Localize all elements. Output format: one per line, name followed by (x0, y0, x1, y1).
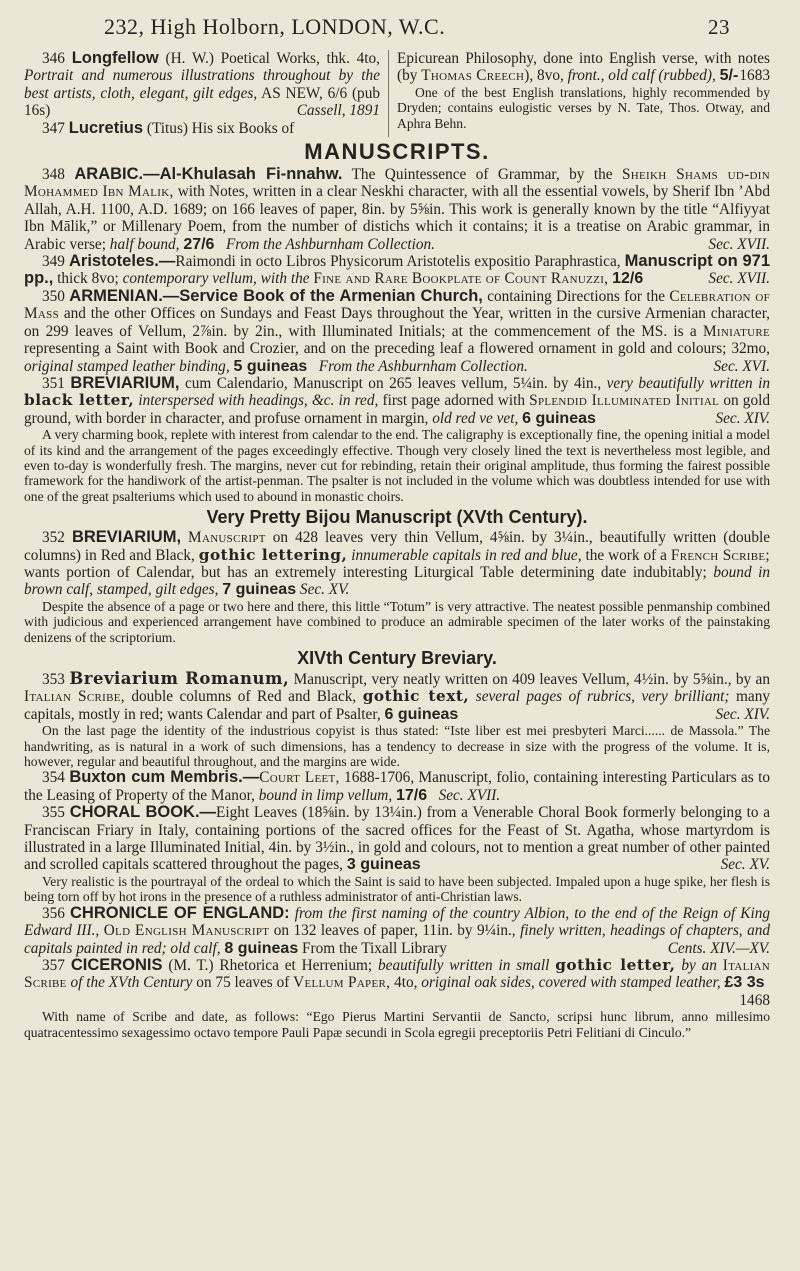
entry-heading: Aristoteles.— (69, 252, 176, 271)
entry-heading: Longfellow (71, 49, 159, 67)
entry-352: 352 BREVIARIUM, Manuscript on 428 leaves very thin Vellum, 4⅝in. by 3¼in., beautifully written (double columns) in Red and Black, gothic lettering, innumerable capitals in red and blue, the work of a French Scribe; wants portion of Calendar, but has an extremely interesting Liturgical Table determining date indubitably; bound in brown calf, stamped, gilt edges, 7 guineas Sec. XV. (24, 528, 771, 599)
page-header (24, 14, 770, 40)
entry-heading: CHRONICLE OF ENGLAND: (70, 903, 290, 922)
price: 6 guineas (522, 409, 596, 427)
entry-note: Despite the absence of a page or two here and there, this little “Totum” is very attractive. The neatest possible penmanship combined with judicious and experienced arrangement have combined to produce an admirable specimen of the later works of the painstaking denizens of the scriptorium. (24, 598, 770, 645)
entry-note: Very realistic is the pourtrayal of the ordeal to which the Saint is said to have been subjected. Impaled upon a huge spike, her flesh is being torn off by hot irons in the presence of a ruthless administrator of anti-Christian laws. (24, 873, 770, 905)
entry-heading: BREVIARIUM, (70, 373, 180, 392)
entry-note: A very charming book, replete with interest from calendar to the end. The caligraphy is exceptionally fine, the opening initial a model of its kind and the arrangement of the pages exceedingly effective. Though very closely lined the text is nevertheless most legible, and even to-day is wonderfully fresh. The margins, never cut for rebinding, retain their original amplitude, thus forming the fairest possible framework for the handiwork of the artist-penman. The psalter is not included in the volume which was doubtless intended for use with one of the great psalteriums which used to abound in monastic choirs. (24, 427, 770, 504)
price: 3 guineas (346, 856, 421, 874)
entry-heading: ARMENIAN.—Service Book of the Armenian Church, (69, 286, 483, 305)
entry-note: With name of Scribe and date, as follows: “Ego Pierus Martini Servantii de Sancto, scripsi hunc librum, anno millesimo quatracentessimo sexagessimo octavo tempore Pauli Papæ secundi in Scola egregii preceptoriis Petri Felitiani di Cinculo.” (24, 1009, 770, 1040)
century: Sec. XIV. (715, 409, 770, 427)
price: 5 guineas (233, 357, 308, 375)
entry-heading: Buxton cum Membris.— (69, 768, 260, 787)
century: Sec. XVII. (708, 270, 770, 288)
entry-349: 349 Aristoteles.—Raimondi in octo Libros Physicorum Aristotelis expositio Paraphrastica, Manuscript on 971 pp., thick 8vo; contemporary vellum, with the Fine and Rare Bookplate of Count Ranuzzi, 12/6 Sec. XVII. (24, 252, 770, 288)
price: 27/6 (183, 235, 215, 253)
left-column (24, 50, 389, 137)
entry-353: 353 Breviarium Romanum, Manuscript, very neatly written on 409 leaves Vellum, 4½in. by 5⅝in., by an Italian Scribe, double columns of Red and Black, gothic text, several pages of rubrics, very brilliant; many capitals, mostly in red; wants Calendar and part of Psalter, 6 guineas Sec. XIV. (24, 669, 771, 723)
entry-346: 346 Longfellow (H. W.) Poetical Works, thk. 4to, Portrait and numerous illustrations throughout by the best artists, cloth, elegant, gilt edges, AS NEW, 6/6 (pub 16s) Cassell, 1891 (24, 49, 381, 120)
entry-heading: CHORAL BOOK.— (69, 803, 217, 822)
right-column (389, 50, 770, 137)
entry-347: 347 Lucretius (Titus) His six Books of (42, 118, 295, 137)
two-column-block (24, 50, 770, 137)
entry-heading: CICERONIS (70, 955, 163, 974)
entry-note: On the last page the identity of the industrious copyist is thus stated: “Iste liber est mei presbyteri Marci...... de Massola.” The handwriting, as is natural in a work of such dimensions, has a tendency to decrease in size with the progress of the volume. It is, however, regular and beautiful throughout, and the margins are wide. (24, 723, 770, 770)
entry-heading: Breviarium Romanum, (69, 669, 290, 688)
century: Sec. XV. (299, 581, 350, 599)
century: Sec. XV. (720, 856, 770, 874)
price: 7 guineas (222, 581, 297, 599)
century: Sec. XIV. (715, 705, 770, 723)
entry-357: 357 CICERONIS (M. T.) Rhetorica et Herrenium; beautifully written in small gothic letter, by an Italian Scribe of the XVth Century on 75 leaves of Vellum Paper, 4to, original oak sides, covered with stamped leather, £3 3s 1468 (24, 955, 771, 1009)
price: £3 3s (724, 974, 765, 992)
century: Sec. XVII. (438, 786, 501, 804)
page-number: 23 (708, 15, 730, 39)
year: 1468 (739, 991, 770, 1009)
entry-347-continued: Epicurean Philosophy, done into English verse, with notes (by Thomas Creech), 8vo, front., old calf (rubbed), 5/- 1683 (397, 50, 770, 85)
page-address: 232, High Holborn, LONDON, W.C. (104, 14, 446, 39)
section-title: MANUSCRIPTS. (304, 139, 490, 165)
entry-heading: BREVIARIUM, (71, 528, 182, 547)
subsection-title: XIVth Century Breviary. (297, 648, 497, 668)
entry-356: 356 CHRONICLE OF ENGLAND: from the first naming of the country Albion, to the end of the Reign of King Edward III., Old English Manuscript on 132 leaves of paper, 11in. by 9¼in., finely written, headings of chapters, and capitals painted in red; old calf, 8 guineas From the Tixall Library Cents. XIV.—XV. (24, 903, 771, 957)
entry-note: One of the best English translations, highly recommended by Dryden; contains eulogistic verses by N. Tate, Thos. Otway, and Aphra Behn. (397, 84, 770, 131)
century: Cents. XIV.—XV. (667, 939, 770, 957)
price: 5/- (719, 67, 739, 85)
century: Sec. XVII. (708, 235, 770, 253)
century: Sec. XVI. (713, 357, 770, 375)
entry-355: 355 CHORAL BOOK.—Eight Leaves (18⅝in. by 13¼in.) from a Venerable Choral Book formerly belonging to a Franciscan Friary in Italy, containing portions of the sacred offices for the Feast of St. Agatha, whose martyrdom is illustrated in a large Illuminated Initial, 4in. by 3½in., in gold and colours, not to mention a great number of other painted and scrolled capitals scattered throughout the pages, 3 guineas Sec. XV. (24, 803, 771, 874)
price: 12/6 (612, 270, 644, 288)
entry-351: 351 BREVIARIUM, cum Calendario, Manuscript on 265 leaves vellum, 5¼in. by 4in., very beautifully written in black letter, interspersed with headings, &c. in red, first page adorned with Splendid Illuminated Initial on gold ground, with border in character, and profuse ornament in margin, old red ve vet, 6 guineas Sec. XIV. (24, 373, 771, 427)
price: 8 guineas (224, 939, 299, 957)
entry-350: 350 ARMENIAN.—Service Book of the Armenian Church, containing Directions for the Celebration of Mass and the other Offices on Sundays and Feast Days throughout the Year, written in the cursive Armenian character, on 299 leaves of Vellum, 2⅞in. by 2in., with Illuminated Initials; at the commencement of the MS. is a Miniature representing a Saint with Book and Crozier, and on the preceding leaf a flowered ornament in gold and colours; 32mo, original stamped leather binding, 5 guineas From the Ashburnham Collection. Sec. XVI. (24, 286, 771, 375)
entry-heading: ARABIC.—Al-Khulasah Fi-nnahw. (74, 165, 343, 184)
price: 6 guineas (384, 705, 459, 723)
subsection-title: Very Pretty Bijou Manuscript (XVth Century). (206, 507, 588, 528)
entry-354: 354 Buxton cum Membris.—Court Leet, 1688-1706, Manuscript, folio, containing interesting Particulars as to the Leasing of Property of the Manor, bound in limp vellum, 17/6 Sec. XVII. (24, 768, 771, 804)
entry-heading: Lucretius (68, 118, 144, 137)
price: 17/6 (395, 786, 428, 804)
entry-348: 348 ARABIC.—Al-Khulasah Fi-nnahw. The Quintessence of Grammar, by the Sheikh Shams ud-din Mohammed Ibn Malik, with Notes, written in a clear Neskhi character, with all the essential vowels, by Sherif Ibn ’Abd Allah, A.H. 1100, A.D. 1689; on 166 leaves of paper, 8in. by 5⅝in. This work is generally known by the title “Alfiyyat Ibn Mālik,” or Millenary Poem, from the number of distichs which it contains; it is a treatise on Arabic grammar, in Arabic verse; half bound, 27/6 From the Ashburnham Collection. Sec. XVII. (24, 165, 771, 253)
